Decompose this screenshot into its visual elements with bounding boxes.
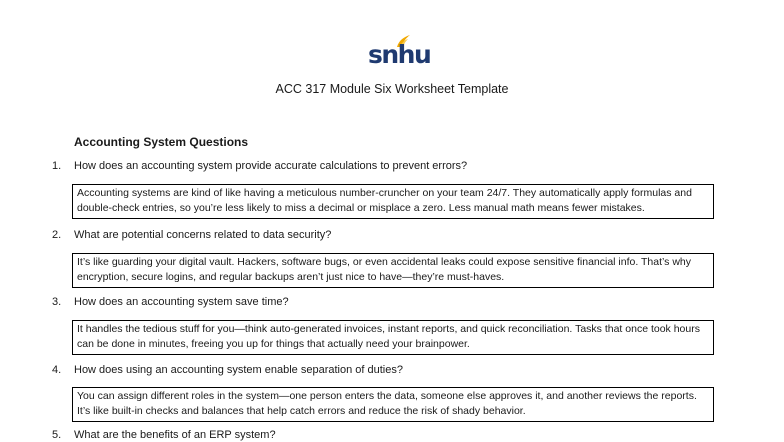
- question-1: [52, 160, 467, 173]
- question-text: How does an accounting system save time?: [74, 296, 289, 308]
- document-title: ACC 317 Module Six Worksheet Template: [275, 82, 509, 96]
- snhu-logo: [368, 34, 431, 69]
- question-text: How does using an accounting system enable separation of duties?: [74, 364, 403, 376]
- answer-text: You can assign different roles in the system—one person enters the data, someone else approves it, and another reviews the reports. It’s like built-in checks and balances that help catch errors and reduce the risk of shady behavior.: [77, 390, 697, 417]
- logo-text: snhu: [368, 40, 431, 69]
- question-number: 5.: [52, 429, 62, 441]
- question-3: [52, 296, 289, 309]
- question-number: 2.: [52, 229, 62, 241]
- answer-text: It’s like guarding your digital vault. Hackers, software bugs, or even accidental leaks could expose sensitive financial info. That’s why encryption, secure logins, and regular backups aren’t just nice to have—they’re must-haves.: [77, 256, 691, 283]
- question-text: What are the benefits of an ERP system?: [74, 429, 276, 441]
- question-number: 1.: [52, 160, 62, 172]
- answer-box-2[interactable]: [72, 253, 714, 288]
- question-number: 3.: [52, 296, 62, 308]
- question-4: [52, 364, 403, 377]
- question-2: [52, 229, 331, 242]
- answer-box-4[interactable]: [72, 387, 714, 422]
- section-heading: Accounting System Questions: [74, 135, 249, 149]
- question-number: 4.: [52, 364, 62, 376]
- question-5: [52, 429, 276, 442]
- answer-box-3[interactable]: [72, 320, 714, 355]
- question-text: How does an accounting system provide accurate calculations to prevent errors?: [74, 160, 468, 172]
- answer-text: It handles the tedious stuff for you—think auto-generated invoices, instant reports, and quick reconciliation. Tasks that once took hours can be done in minutes, freeing you up for things that actually need your brainpower.: [77, 323, 700, 350]
- question-text: What are potential concerns related to data security?: [74, 229, 332, 241]
- answer-text: Accounting systems are kind of like having a meticulous number-cruncher on your team 24/7. They automatically apply formulas and double-check entries, so you’re less likely to miss a decimal or misplace a zero. Less manual math means fewer mistakes.: [77, 187, 692, 214]
- answer-box-1[interactable]: [72, 184, 714, 219]
